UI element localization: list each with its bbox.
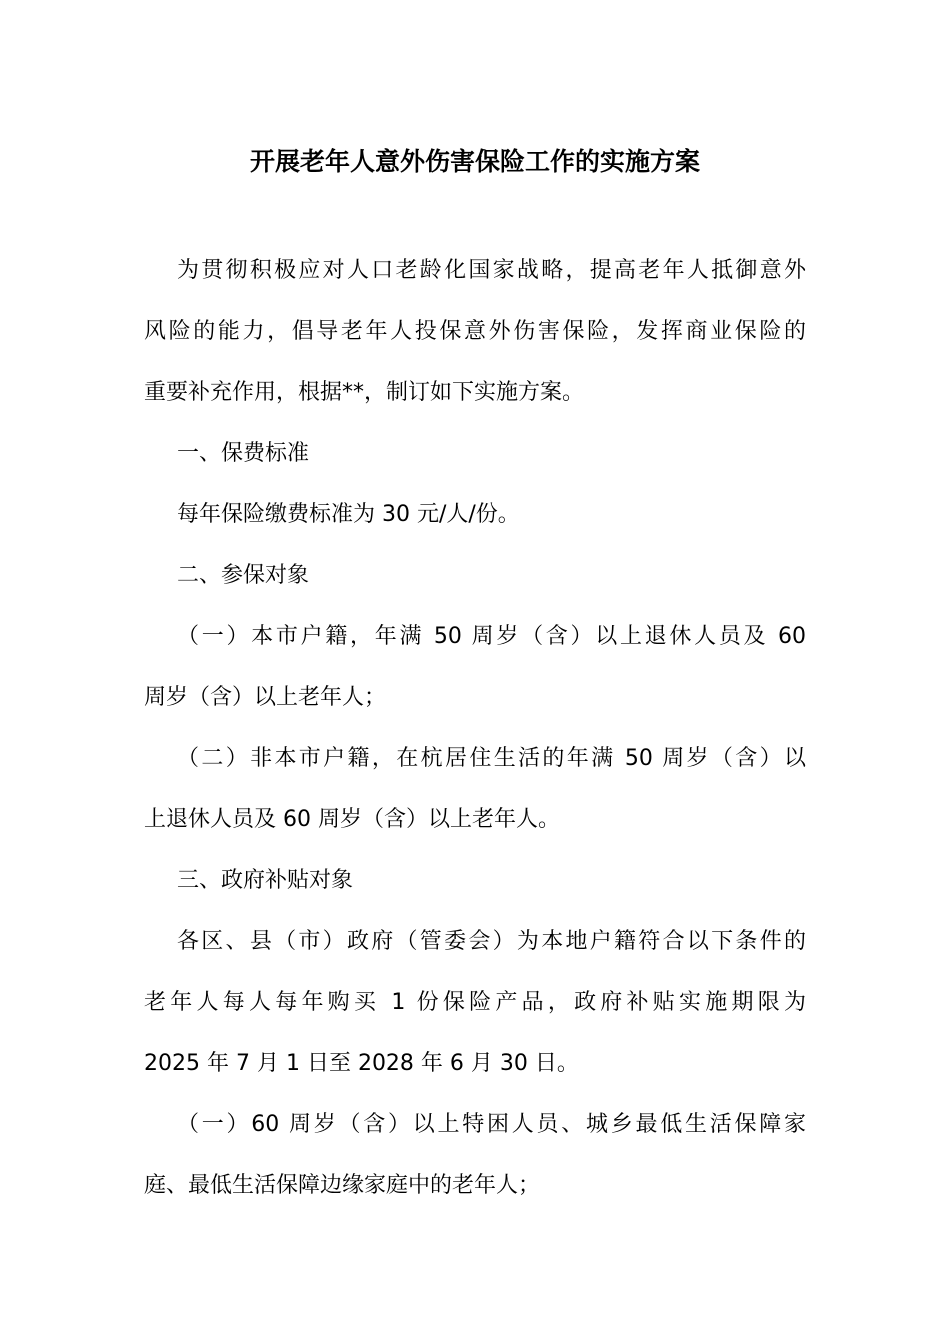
text-line: 一、保费标准: [177, 441, 310, 466]
document-title: 开展老年人意外伤害保险工作的实施方案: [249, 147, 700, 176]
text-line: 二、参保对象: [177, 563, 310, 588]
text-line: 老年人每人每年购买 1 份保险产品，政府补贴实施期限为: [144, 990, 806, 1015]
text-line: 2025 年 7 月 1 日至 2028 年 6 月 30 日。: [144, 1051, 579, 1076]
text-line: 各区、县（市）政府（管委会）为本地户籍符合以下条件的: [177, 929, 806, 954]
text-line: 上退休人员及 60 周岁（含）以上老年人。: [144, 807, 560, 832]
text-line: 庭、最低生活保障边缘家庭中的老年人；: [144, 1173, 541, 1198]
text-line: 每年保险缴费标准为 30 元/人/份。: [177, 502, 520, 527]
text-line: 风险的能力，倡导老年人投保意外伤害保险，发挥商业保险的: [144, 319, 806, 344]
text-line: 三、政府补贴对象: [177, 868, 354, 893]
text-line: （一）60 周岁（含）以上特困人员、城乡最低生活保障家: [177, 1112, 806, 1137]
text-line: （一）本市户籍，年满 50 周岁（含）以上退休人员及 60: [177, 624, 806, 649]
document-body: [144, 240, 806, 1216]
text-line: 重要补充作用，根据**，制订如下实施方案。: [144, 380, 585, 405]
text-line: （二）非本市户籍，在杭居住生活的年满 50 周岁（含）以: [177, 746, 806, 771]
text-line: 周岁（含）以上老年人；: [144, 685, 387, 710]
text-line: 为贯彻积极应对人口老龄化国家战略，提高老年人抵御意外: [177, 258, 806, 283]
